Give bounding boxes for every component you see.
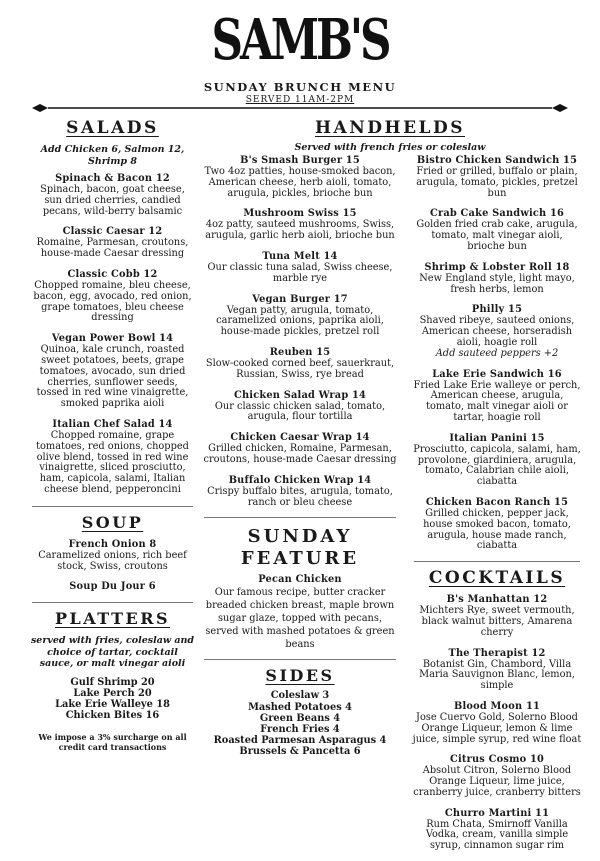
sides-heading: SIDES (265, 666, 335, 686)
list-item: Lake Erie Walleye 18 (55, 699, 170, 711)
item-addon: Add sauteed peppers +2 (435, 347, 559, 359)
item-description: Vegan patty, arugula, tomato, caramelized onions, paprika aioli, house-made pickles, pretzel roll (216, 304, 384, 338)
item-name: Shrimp & Lobster Roll 18 (424, 261, 570, 273)
feature-item (200, 574, 400, 651)
item-description: Jose Cuervo Gold, Solerno Blood Orange Liqueur, lemon & lime juice, simple syrup, red wine float (412, 711, 582, 745)
item-description: Caramelized onions, rich beef stock, Swiss, croutons (38, 549, 187, 572)
cocktails-list (412, 594, 582, 852)
salads-list (30, 173, 195, 496)
list-item: Lake Perch 20 (73, 688, 152, 700)
menu-item (412, 369, 582, 424)
item-name: Citrus Cosmo 10 (449, 754, 545, 766)
item-name: Mushroom Swiss 15 (243, 208, 357, 220)
sides-list (200, 690, 400, 757)
item-name: Vegan Burger 17 (252, 293, 348, 305)
item-description: Quinoa, kale crunch, roasted sweet potatoes, beets, grape tomatoes, avocado, sun dried cherries, sunflower seeds, tossed in red wine vinaigrette, smoked paprika aioli (36, 344, 189, 410)
item-name: The Therapist 12 (448, 647, 546, 659)
item-description: Slow-cooked corned beef, sauerkraut, Russian, Swiss, rye bread (205, 357, 395, 380)
item-name: Blood Moon 11 (453, 700, 540, 712)
sunday-feature-heading: SUNDAY FEATURE (240, 526, 360, 570)
list-item: Chicken Bites 16 (65, 710, 160, 722)
item-name: Italian Chef Salad 14 (52, 418, 173, 430)
item-description: Fried Lake Erie walleye or perch, American cheese, arugula, tomato, malt vinegar aioli or tartar, hoagie roll (413, 379, 581, 423)
menu-item (412, 648, 582, 692)
handhelds-left-list (200, 155, 400, 508)
item-description: Romaine, Parmesan, croutons, house-made Caesar dressing (36, 237, 189, 260)
menu-item (200, 432, 400, 466)
platters-list (30, 677, 195, 722)
salads-addon-note: Add Chicken 6, Salmon 12, Shrimp 8 (40, 144, 185, 167)
menu-subtitle: SUNDAY BRUNCH MENU (203, 80, 397, 94)
platters-heading: PLATTERS (54, 609, 171, 629)
item-description: Botanist Gin, Chambord, Villa Maria Sauvignon Blanc, lemon, simple (419, 658, 575, 692)
menu-item (30, 539, 195, 573)
item-name: Classic Cobb 12 (67, 268, 158, 280)
menu-item (200, 208, 400, 242)
list-item: Roasted Parmesan Asparagus 4 (213, 735, 387, 747)
center-column (200, 155, 400, 758)
serving-hours: SERVED 11AM-2PM (245, 95, 355, 105)
item-name: Classic Caesar 12 (62, 226, 163, 238)
item-description: Our classic chicken salad, tomato, arugula, flour tortilla (214, 400, 386, 423)
menu-item (200, 155, 400, 199)
handhelds-heading: HANDHELDS (314, 118, 466, 138)
item-name: Churro Martini 11 (444, 807, 550, 819)
menu-item (30, 269, 195, 324)
item-description: Our classic tuna salad, Swiss cheese, marble rye (207, 261, 393, 284)
menu-item (200, 294, 400, 338)
feature-desc: Our famous recipe, butter cracker breaded chicken breast, maple brown sugar glaze, topped with pecans, served with mashed potatoes & green beans (205, 587, 395, 651)
restaurant-logo: SAMB'S (211, 7, 389, 73)
salads-divider (32, 506, 193, 507)
item-name: B's Manhattan 12 (446, 594, 548, 606)
item-description: Chopped romaine, bleu cheese, bacon, egg, avocado, red onion, grape tomatoes, bleu cheese dressing (33, 279, 192, 324)
soup-list (30, 539, 195, 594)
menu-item (412, 304, 582, 359)
soup-heading: SOUP (81, 512, 144, 532)
menu-item (412, 701, 582, 745)
handhelds-section (200, 118, 580, 157)
item-description: Crispy buffalo bites, arugula, tomato, ranch or bleu cheese (207, 485, 393, 508)
menu-item (412, 808, 582, 852)
item-description: Shaved ribeye, sauteed onions, American cheese, horseradish aioli, hoagie roll (419, 315, 575, 348)
handhelds-divider (204, 517, 396, 518)
cocktails-divider (414, 561, 580, 562)
handhelds-note: Served with french fries or coleslaw (294, 142, 486, 153)
menu-item (412, 208, 582, 252)
item-description: Golden fried crab cake, arugula, tomato, malt vinegar aioli, brioche bun (416, 219, 578, 252)
salads-heading: SALADS (66, 118, 159, 138)
item-name: Buffalo Chicken Wrap 14 (228, 474, 372, 486)
menu-item (200, 251, 400, 285)
list-item: Coleslaw 3 (270, 690, 330, 702)
item-description: Grilled chicken, pepper jack, house smoked bacon, tomato, arugula, house made ranch, ciabatta (423, 507, 571, 552)
item-description: Two 4oz patties, house-smoked bacon, American cheese, herb aioli, tomato, arugula, pickles, brioche bun (204, 166, 396, 199)
cocktails-heading: COCKTAILS (428, 568, 566, 589)
item-name: Chicken Caesar Wrap 14 (230, 432, 370, 444)
item-description: Spinach, bacon, goat cheese, sun dried cherries, candied pecans, wild-berry balsamic (40, 184, 185, 217)
menu-item (30, 173, 195, 217)
item-description: Rum Chata, Smirnoff Vanilla Vodka, cream, vanilla simple syrup, cinnamon sugar rim (425, 818, 569, 852)
menu-item (412, 594, 582, 638)
surcharge-notice: We impose a 3% surcharge on all credit card transactions (38, 731, 187, 752)
item-description: Michters Rye, sweet vermouth, black walnut bitters, Amarena cherry (419, 605, 575, 638)
ornamental-divider (30, 102, 570, 114)
item-name: Reuben 15 (269, 346, 331, 358)
item-description: Prosciutto, capicola, salami, ham, provolone, giardiniera, arugula, tomato, Calabrian chile aioli, ciabatta (413, 443, 581, 488)
item-name: Tuna Melt 14 (262, 250, 338, 262)
menu-item (200, 390, 400, 424)
menu-item (412, 155, 582, 199)
item-description: Fried or grilled, buffalo or plain, arugula, tomato, pickles, pretzel bun (416, 166, 578, 199)
item-name: Vegan Power Bowl 14 (51, 333, 174, 345)
feature-divider (204, 659, 396, 660)
menu-item (30, 226, 195, 260)
list-item: Gulf Shrimp 20 (70, 676, 155, 688)
feature-name: Pecan Chicken (258, 574, 342, 586)
menu-item (30, 419, 195, 496)
item-description: 4oz patty, sauteed mushrooms, Swiss, arugula, garlic herb aioli, brioche bun (205, 219, 395, 242)
item-name: Chicken Salad Wrap 14 (233, 389, 367, 401)
menu-item (412, 754, 582, 798)
item-description: Grilled chicken, Romaine, Parmesan, croutons, house-made Caesar dressing (203, 443, 397, 465)
item-name: Philly 15 (471, 304, 523, 316)
item-name: Chicken Bacon Ranch 15 (425, 496, 569, 508)
item-name: B's Smash Burger 15 (240, 155, 360, 166)
menu-item (30, 333, 195, 410)
item-name: Crab Cake Sandwich 16 (429, 208, 565, 220)
item-description: Absolut Citron, Solerno Blood Orange Liqueur, lime juice, cranberry juice, cranberry bitters (413, 765, 581, 798)
platters-note: served with fries, coleslaw and choice of tartar, cocktail sauce, or malt vinegar aioli (30, 635, 195, 670)
item-name: Spinach & Bacon 12 (55, 173, 170, 184)
right-column (412, 155, 582, 861)
item-description: New England style, light mayo, fresh herbs, lemon (419, 272, 575, 295)
item-name: Italian Panini 15 (449, 432, 545, 444)
item-name: French Onion 8 (68, 538, 157, 550)
menu-item (412, 262, 582, 296)
list-item: Mashed Potatoes 4 (248, 701, 352, 713)
menu-item (200, 347, 400, 381)
list-item: Brussels & Pancetta 6 (239, 746, 361, 758)
menu-item (412, 497, 582, 552)
handhelds-right-list (412, 155, 582, 552)
item-description: Chopped romaine, grape tomatoes, red onions, chopped olive blend, tossed in red wine vinaigrette, sliced prosciutto, ham, capicola, salami, Italian cheese blend, pepperoncini (36, 429, 189, 495)
list-item: French Fries 4 (260, 723, 340, 735)
left-column (30, 118, 195, 752)
soup-divider (32, 602, 193, 603)
menu-item (30, 581, 195, 593)
menu-item (412, 433, 582, 488)
item-name: Bistro Chicken Sandwich 15 (416, 155, 578, 166)
item-name: Lake Erie Sandwich 16 (432, 368, 562, 380)
item-name: Soup Du Jour 6 (69, 581, 156, 593)
menu-item (200, 475, 400, 509)
list-item: Green Beans 4 (259, 712, 341, 724)
